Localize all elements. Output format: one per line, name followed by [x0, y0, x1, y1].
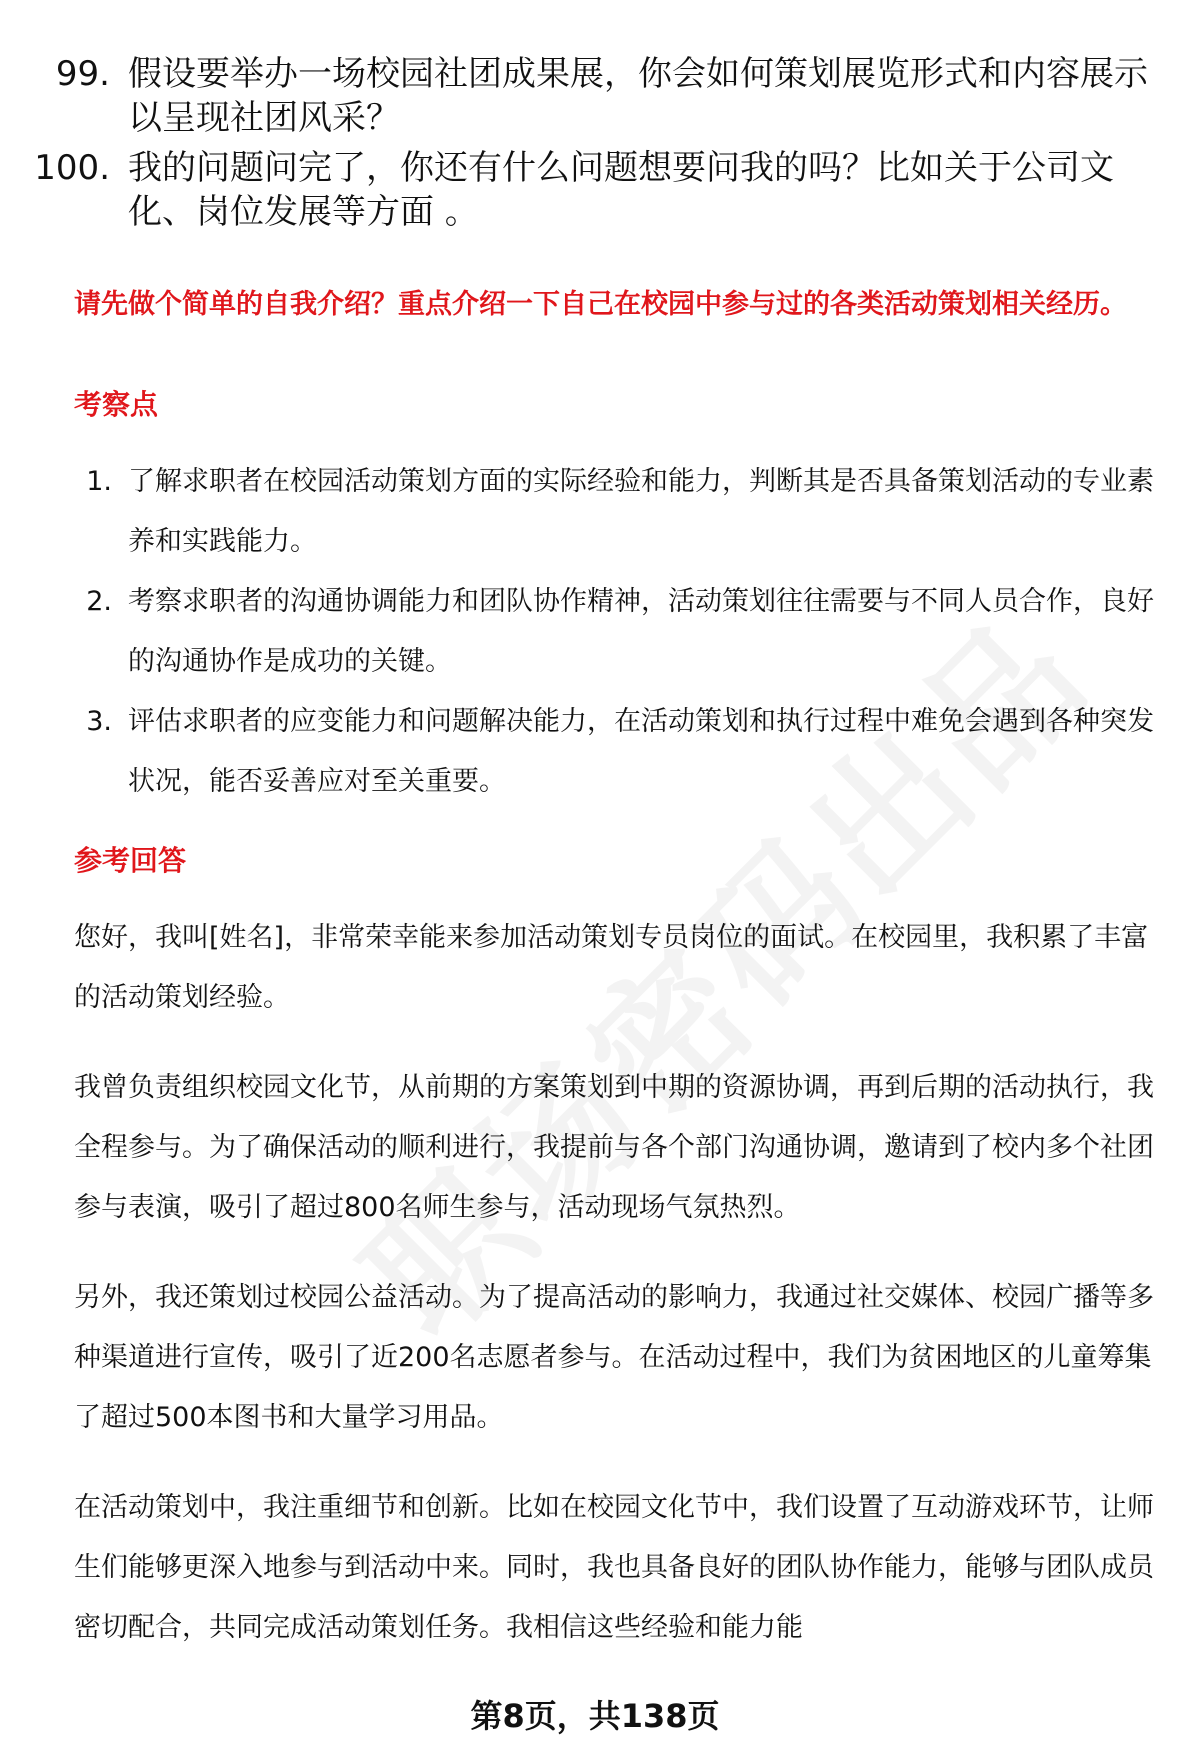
point-number: 3.	[86, 706, 112, 737]
point-text: 考察求职者的沟通协调能力和团队协作精神，活动策划往往需要与不同人员合作，良好的沟通协作是成功的关键。	[128, 586, 1154, 677]
point-number: 2.	[86, 586, 112, 617]
main-question-heading: 请先做个简单的自我介绍？重点介绍一下自己在校园中参与过的各类活动策划相关经历。	[74, 289, 1127, 320]
answer-paragraph: 我曾负责组织校园文化节，从前期的方案策划到中期的资源协调，再到后期的活动执行，我全程参与。为了确保活动的顺利进行，我提前与各个部门沟通协调，邀请到了校内多个社团参与表演，吸引了超过800名师生参与，活动现场气氛热烈。	[74, 1072, 1154, 1223]
answer-paragraph: 您好，我叫[姓名]，非常荣幸能来参加活动策划专员岗位的面试。在校园里，我积累了丰富的活动策划经验。	[74, 922, 1149, 1013]
point-text: 评估求职者的应变能力和问题解决能力，在活动策划和执行过程中难免会遇到各种突发状况，能否妥善应对至关重要。	[128, 706, 1154, 797]
question-number: 99.	[55, 54, 110, 94]
question-number: 100.	[34, 148, 110, 188]
point-number: 1.	[86, 466, 112, 497]
question-text: 假设要举办一场校园社团成果展，你会如何策划展览形式和内容展示以呈现社团风采？	[128, 54, 1148, 138]
answer-paragraph: 另外，我还策划过校园公益活动。为了提高活动的影响力，我通过社交媒体、校园广播等多种渠道进行宣传，吸引了近200名志愿者参与。在活动过程中，我们为贫困地区的儿童筹集了超过500本图书和大量学习用品。	[74, 1282, 1154, 1433]
page-footer: 第8页，共138页	[470, 1697, 720, 1735]
examination-title: 考察点	[74, 388, 159, 421]
answer-title: 参考回答	[74, 844, 187, 877]
question-text: 我的问题问完了，你还有什么问题想要问我的吗？比如关于公司文化、岗位发展等方面 。	[128, 148, 1114, 232]
answer-paragraph: 在活动策划中，我注重细节和创新。比如在校园文化节中，我们设置了互动游戏环节，让师生们能够更深入地参与到活动中来。同时，我也具备良好的团队协作能力，能够与团队成员密切配合，共同完成活动策划任务。我相信这些经验和能力能	[74, 1492, 1154, 1643]
point-text: 了解求职者在校园活动策划方面的实际经验和能力，判断其是否具备策划活动的专业素养和实践能力。	[128, 466, 1154, 557]
